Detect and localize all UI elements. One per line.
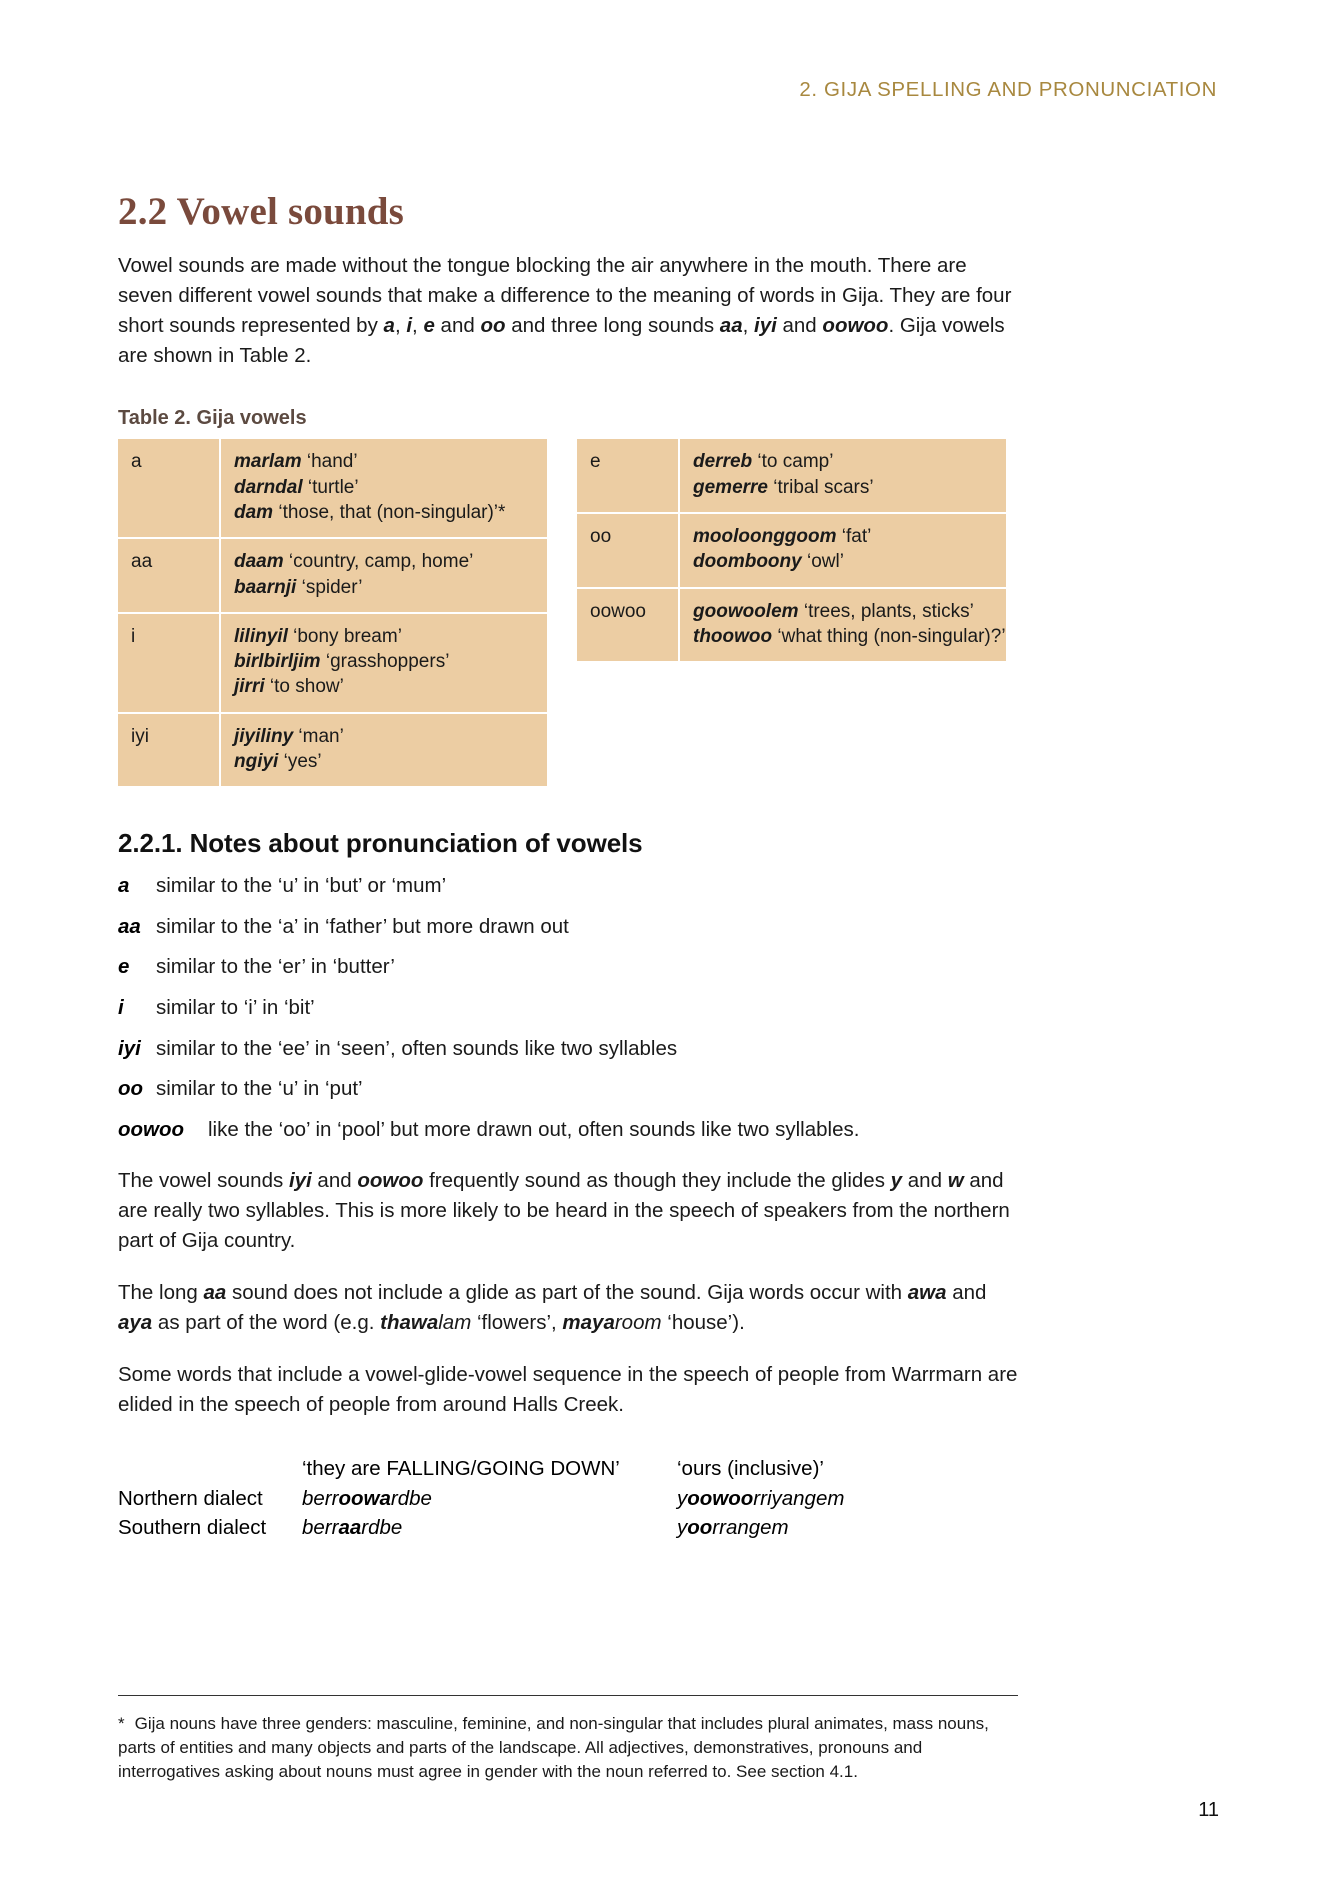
vowel-table-left	[118, 439, 547, 786]
dialect-header-row	[118, 1454, 1018, 1483]
sep-4: and three long sounds	[505, 314, 720, 338]
vowel-key-cell: oowoo	[577, 589, 680, 662]
term-oo: oo	[480, 314, 506, 338]
vowel-symbol: i	[118, 996, 124, 1020]
glides-term-oowoo: oowoo	[357, 1168, 424, 1192]
sep-5: ,	[742, 314, 755, 338]
pronunciation-notes	[118, 873, 1018, 1143]
dialect-header-col3: ‘ours (inclusive)’	[677, 1457, 824, 1481]
longaa-term-mayaroom-tail: room	[614, 1311, 662, 1335]
english-gloss: ‘yes’	[278, 750, 322, 772]
vowel-key-cell: aa	[118, 539, 221, 614]
vowel-table-right	[577, 439, 1006, 661]
gija-word: thoowoo	[693, 625, 773, 647]
footnote	[118, 1712, 1020, 1784]
table-row	[577, 514, 1006, 589]
glides-term-iyi: iyi	[288, 1168, 312, 1192]
english-gloss: ‘tribal scars’	[768, 476, 874, 498]
term-e: e	[423, 314, 435, 338]
list-item	[118, 1117, 1018, 1144]
vowel-example	[234, 749, 535, 774]
table-row	[577, 589, 1006, 662]
vowel-examples-cell	[221, 539, 547, 614]
table-row	[118, 539, 547, 614]
dialect-word-falling: berraardbe	[302, 1515, 403, 1539]
sep-2: ,	[412, 314, 424, 338]
vowel-key-cell: e	[577, 439, 680, 514]
longaa-term-aa: aa	[203, 1280, 227, 1304]
vowel-example	[234, 724, 535, 749]
longaa-paragraph	[118, 1278, 1018, 1338]
page-content	[118, 0, 1018, 1542]
longaa-t2: and	[946, 1280, 987, 1304]
longaa-t3: as part of the word (e.g.	[152, 1311, 381, 1335]
vowel-symbol: aa	[118, 914, 141, 938]
english-gloss: ‘trees, plants, sticks’	[798, 600, 974, 622]
longaa-term-awa: awa	[907, 1280, 947, 1304]
running-head: 2. GIJA SPELLING AND PRONUNCIATION	[799, 78, 1217, 101]
list-item	[118, 1036, 1018, 1063]
dialect-word-ours: yoowoorriyangem	[677, 1486, 845, 1510]
vowel-example	[234, 549, 535, 574]
longaa-t1: sound does not include a glide as part of the sound. Gija words occur with	[226, 1280, 908, 1304]
list-item	[118, 873, 1018, 900]
english-gloss: ‘those, that (non-singular)’*	[273, 501, 506, 523]
subsection-title: 2.2.1. Notes about pronunciation of vowels	[118, 828, 643, 859]
english-gloss: ‘to camp’	[752, 451, 834, 473]
table-row	[118, 614, 547, 714]
longaa-term-aya: aya	[118, 1311, 153, 1335]
footnote-text: Gija nouns have three genders: masculine, feminine, and non-singular that includes plural animates, mass nouns, parts of entities and many objects and parts of the landscape. All adjectives, demonstratives, pronouns and interrogatives asking about nouns must agree in gender with the noun referred to. See section 4.1.	[118, 1714, 989, 1782]
vowel-examples-cell	[680, 589, 1006, 662]
sep-7: . Gija vowels are shown in Table 2.	[118, 314, 1005, 368]
gija-word: derreb	[693, 451, 753, 473]
glides-paragraph	[118, 1166, 1018, 1256]
footnote-marker: *	[118, 1714, 125, 1733]
vowel-examples-cell	[680, 439, 1006, 514]
vowel-symbol: iyi	[118, 1036, 141, 1060]
dialect-rows	[118, 1484, 1018, 1542]
dialect-header-blank	[118, 1454, 302, 1483]
term-iyi: iyi	[754, 314, 777, 338]
footnote-divider	[118, 1695, 1018, 1696]
table-caption: Table 2. Gija vowels	[118, 407, 307, 430]
vowel-symbol: a	[118, 874, 130, 898]
glides-term-y: y	[890, 1168, 903, 1192]
english-gloss: ‘what thing (non-singular)?’	[772, 625, 1006, 647]
vowel-key-cell: iyi	[118, 714, 221, 787]
longaa-term-thawalam-tail: lam	[438, 1311, 472, 1335]
english-gloss: ‘country, camp, home’	[283, 551, 474, 573]
gija-word: lilinyil	[234, 625, 288, 647]
vowel-description: similar to the ‘u’ in ‘put’	[156, 1077, 363, 1101]
sep-3: and	[434, 314, 481, 338]
vowel-description: similar to the ‘u’ in ‘but’ or ‘mum’	[156, 874, 447, 898]
vowel-description: similar to the ‘ee’ in ‘seen’, often sounds like two syllables	[156, 1036, 678, 1060]
vowel-example	[693, 549, 994, 574]
list-item	[118, 954, 1018, 981]
english-gloss: ‘fat’	[836, 525, 872, 547]
gija-word: mooloonggoom	[693, 525, 837, 547]
gija-word: jirri	[234, 676, 265, 698]
vowel-example	[693, 475, 994, 500]
gija-word: birlbirljim	[234, 651, 321, 673]
glides-t1: and	[311, 1168, 358, 1192]
vowel-description: similar to the ‘er’ in ‘butter’	[156, 955, 395, 979]
vowel-example	[234, 449, 535, 474]
english-gloss: ‘owl’	[801, 551, 844, 573]
vowel-key-cell: a	[118, 439, 221, 539]
dialect-row	[118, 1484, 1018, 1513]
glides-t2: frequently sound as though they include the glides	[423, 1168, 891, 1192]
english-gloss: ‘grasshoppers’	[320, 651, 450, 673]
vowel-example	[234, 475, 535, 500]
vowel-description: similar to ‘i’ in ‘bit’	[156, 996, 315, 1020]
longaa-t5: ‘house’).	[661, 1311, 745, 1335]
gija-word: darndal	[234, 476, 303, 498]
intro-text-1: Vowel sounds are made without the tongue blocking the air anywhere in the mouth. There are seven different vowel sounds that make a difference to the meaning of words in Gija. They are four short sounds represented by	[118, 253, 1012, 338]
vowel-symbol: oowoo	[118, 1117, 185, 1141]
term-aa: aa	[719, 314, 743, 338]
english-gloss: ‘man’	[293, 725, 344, 747]
vowel-symbol: oo	[118, 1077, 144, 1101]
dialect-word-falling: berroowardbe	[302, 1486, 432, 1510]
vowel-key-cell: i	[118, 614, 221, 714]
glides-t0: The vowel sounds	[118, 1168, 289, 1192]
vowel-example	[693, 624, 1006, 649]
vowel-example	[234, 575, 535, 600]
vowel-description: like the ‘oo’ in ‘pool’ but more drawn out, often sounds like two syllables.	[208, 1117, 860, 1141]
vowel-example	[693, 449, 994, 474]
longaa-term-maya: maya	[562, 1311, 615, 1335]
english-gloss: ‘to show’	[264, 676, 344, 698]
vowel-table-left-body	[118, 439, 547, 786]
english-gloss: ‘spider’	[296, 576, 363, 598]
vowel-examples-cell	[221, 714, 547, 787]
list-item	[118, 1076, 1018, 1103]
longaa-t0: The long	[118, 1280, 204, 1304]
gija-word: daam	[234, 551, 284, 573]
vowel-example	[234, 500, 535, 525]
vowel-examples-cell	[221, 439, 547, 539]
english-gloss: ‘hand’	[301, 451, 358, 473]
gija-word: ngiyi	[234, 750, 279, 772]
sep-1: ,	[394, 314, 407, 338]
english-gloss: ‘bony bream’	[287, 625, 402, 647]
vowel-symbol: e	[118, 955, 130, 979]
gija-word: jiyiliny	[234, 725, 294, 747]
vowel-example	[234, 624, 535, 649]
dialect-row	[118, 1513, 1018, 1542]
page-number: 11	[1198, 1799, 1219, 1821]
gija-word: gemerre	[693, 476, 768, 498]
vowel-tables	[118, 439, 1018, 786]
dialect-header-col2: ‘they are FALLING/GOING DOWN’	[302, 1457, 620, 1481]
glides-t4: and are really two syllables. This is more likely to be heard in the speech of speakers from the northern part of Gija country.	[118, 1168, 1010, 1252]
term-oowoo: oowoo	[822, 314, 889, 338]
glides-term-w: w	[947, 1168, 964, 1192]
longaa-t4: ‘flowers’,	[471, 1311, 563, 1335]
vowel-example	[234, 674, 535, 699]
dialect-word-ours: yoorrangem	[677, 1515, 789, 1539]
intro-paragraph	[118, 251, 1018, 372]
vowel-key-cell: oo	[577, 514, 680, 589]
dialect-comparison	[118, 1454, 1018, 1541]
table-row	[118, 714, 547, 787]
table-row	[577, 439, 1006, 514]
term-i: i	[406, 314, 413, 338]
table-row	[118, 439, 547, 539]
vowel-example	[693, 524, 994, 549]
gija-word: goowoolem	[693, 600, 799, 622]
list-item	[118, 914, 1018, 941]
vowel-description: similar to the ‘a’ in ‘father’ but more drawn out	[156, 914, 569, 938]
sep-6: and	[776, 314, 823, 338]
dialect-label: Northern dialect	[118, 1486, 263, 1510]
page-title: 2.2 Vowel sounds	[118, 190, 405, 233]
english-gloss: ‘turtle’	[302, 476, 359, 498]
vowel-table-right-body	[577, 439, 1006, 661]
longaa-term-thawa: thawa	[380, 1311, 439, 1335]
gija-word: doomboony	[693, 551, 802, 573]
vowel-examples-cell	[680, 514, 1006, 589]
term-a: a	[383, 314, 395, 338]
elision-paragraph: Some words that include a vowel-glide-vowel sequence in the speech of people from Warrmarn are elided in the speech of people from around Halls Creek.	[118, 1363, 1018, 1417]
gija-word: baarnji	[234, 576, 297, 598]
vowel-example	[693, 599, 994, 624]
dialect-label: Southern dialect	[118, 1515, 267, 1539]
gija-word: marlam	[234, 451, 302, 473]
glides-t3: and	[902, 1168, 948, 1192]
gija-word: dam	[234, 501, 274, 523]
vowel-example	[234, 649, 535, 674]
list-item	[118, 995, 1018, 1022]
vowel-examples-cell	[221, 614, 547, 714]
